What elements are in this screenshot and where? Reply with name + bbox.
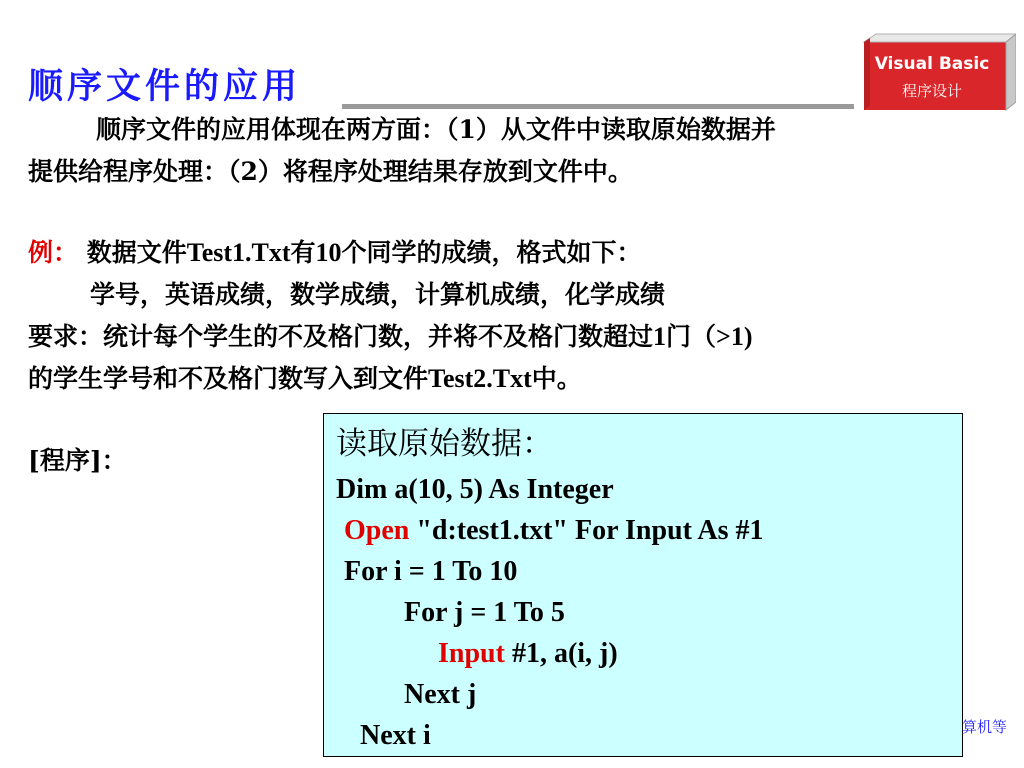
footer-text: 算机等: [962, 718, 1008, 736]
req2-text-a: 的学生学号和不及格门数写入到文件: [28, 364, 429, 393]
code-line-input: [438, 634, 618, 674]
code-heading: 读取原始数据：: [336, 426, 553, 462]
open-keyword: Open: [344, 515, 410, 546]
req2-text-b: 中。: [531, 364, 582, 393]
example-desc-b: 有: [290, 238, 316, 267]
req2-file: Test2.Txt: [428, 364, 532, 393]
example-fields: 学号，英语成绩，数学成绩，计算机成绩，化学成绩: [90, 280, 666, 309]
example-file: Test1.Txt: [186, 238, 291, 267]
title-underline: [342, 104, 854, 109]
logo-title: Visual Basic: [874, 54, 990, 74]
requirement-line-1: [28, 319, 753, 355]
input-rest: #1, a(i, j): [504, 638, 618, 669]
code-line-dim: Dim a(10, 5) As Integer: [336, 474, 614, 505]
code-line-next-i: Next i: [360, 720, 431, 751]
open-rest: "d:test1.txt" For Input As #1: [409, 515, 764, 546]
example-desc-a: 数据文件: [86, 238, 187, 267]
code-block: [323, 413, 963, 757]
req-text-b: 门（: [666, 322, 717, 351]
requirement-line-2: [28, 361, 582, 397]
code-line-open: [344, 511, 764, 551]
req-paren: ): [743, 322, 753, 351]
input-keyword: Input: [438, 638, 505, 669]
code-line-next-j: Next j: [404, 679, 477, 710]
page-title: 顺序文件的应用: [28, 66, 302, 107]
example-count: 10: [315, 238, 342, 267]
program-label: [程序]：: [28, 446, 127, 475]
req-num: 1: [653, 322, 667, 351]
intro-line-1: 顺序文件的应用体现在两方面：（1）从文件中读取原始数据并: [96, 115, 776, 144]
logo-subtitle: 程序设计: [901, 82, 962, 100]
example-line: [28, 235, 642, 271]
intro-line-2: 提供给程序处理：（2）将程序处理结果存放到文件中。: [28, 157, 633, 186]
req-gt: >1: [716, 322, 744, 351]
code-line-for-j: For j = 1 To 5: [404, 597, 565, 628]
visual-basic-logo: [856, 30, 1016, 122]
code-line-for-i: For i = 1 To 10: [344, 556, 518, 587]
req-text-a: 要求：统计每个学生的不及格门数，并将不及格门数超过: [28, 322, 654, 351]
example-label: 例：: [28, 238, 79, 267]
example-desc-c: 个同学的成绩，格式如下：: [341, 238, 642, 267]
